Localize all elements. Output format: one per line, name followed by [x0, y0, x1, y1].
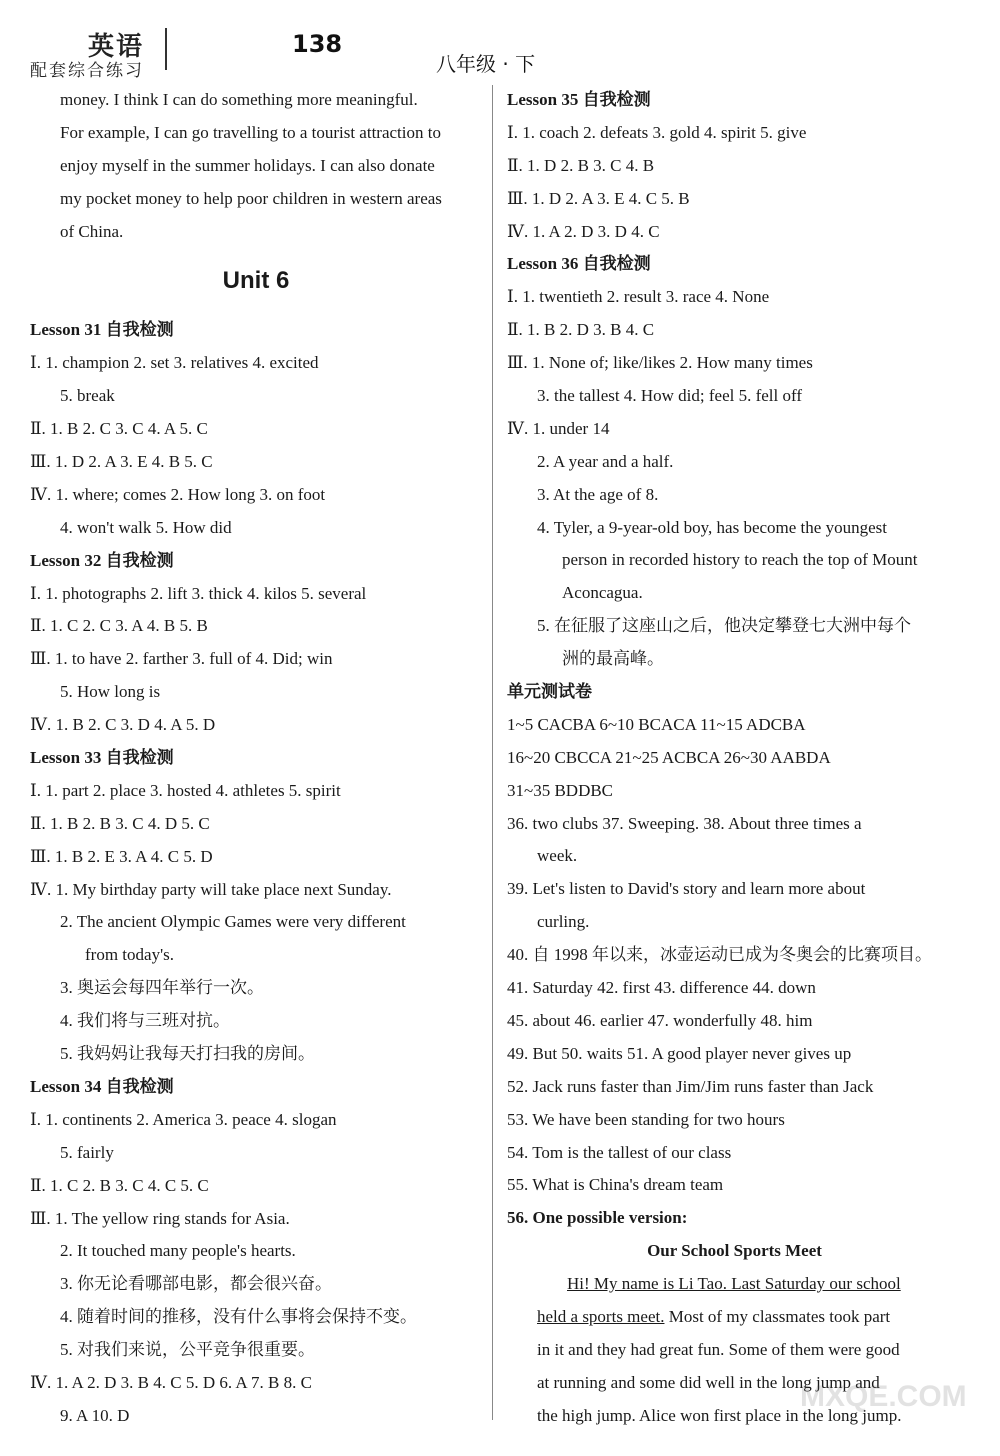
answer-line: 3. 奥运会每四年举行一次。	[60, 978, 264, 998]
test-heading: 单元测试卷	[507, 682, 592, 702]
watermark-logo	[800, 1380, 990, 1450]
answer-line: 3. 你无论看哪部电影，都会很兴奋。	[60, 1274, 332, 1294]
answer-line: 41. Saturday 42. first 43. difference 44. down	[507, 978, 816, 998]
lesson-heading: Lesson 33 自我检测	[30, 748, 174, 768]
answer-line: Ⅱ. 1. B 2. D 3. B 4. C	[507, 320, 655, 340]
q56-label: 56. One possible version:	[507, 1208, 688, 1228]
text-line: of China.	[60, 221, 124, 241]
answer-line: Ⅰ. 1. photographs 2. lift 3. thick 4. kilos 5. several	[30, 583, 367, 603]
answer-line: 1~5 CACBA 6~10 BCACA 11~15 ADCBA	[507, 714, 806, 734]
lesson-heading: Lesson 32 自我检测	[30, 550, 174, 570]
answer-line: 2. It touched many people's hearts.	[60, 1241, 296, 1261]
right-column	[507, 84, 962, 1433]
answer-line: 4. Tyler, a 9-year-old boy, has become the youngest	[537, 517, 887, 537]
answer-line: Ⅳ. 1. under 14	[507, 418, 610, 438]
answer-line: 4. won't walk 5. How did	[60, 517, 232, 537]
answer-line: 2. The ancient Olympic Games were very different	[60, 912, 406, 932]
answer-line: 3. the tallest 4. How did; feel 5. fell off	[537, 386, 803, 406]
answer-line: week.	[537, 846, 578, 866]
answer-line: Ⅳ. 1. My birthday party will take place next Sunday.	[30, 879, 392, 899]
answer-line: 5. 我妈妈让我每天打扫我的房间。	[60, 1044, 315, 1064]
answer-line: Ⅲ. 1. D 2. A 3. E 4. B 5. C	[30, 452, 213, 472]
essay-text: Most of my classmates took part	[664, 1306, 891, 1326]
answer-line: Ⅰ. 1. part 2. place 3. hosted 4. athletes 5. spirit	[30, 780, 341, 800]
answer-line: Ⅲ. 1. B 2. E 3. A 4. C 5. D	[30, 846, 213, 866]
answer-line: Ⅳ. 1. B 2. C 3. D 4. A 5. D	[30, 715, 216, 735]
answer-line: 3. At the age of 8.	[537, 484, 659, 504]
answer-line: Ⅲ. 1. D 2. A 3. E 4. C 5. B	[507, 188, 690, 208]
answer-line: 39. Let's listen to David's story and learn more about	[507, 879, 866, 899]
page-number: 138	[292, 30, 343, 58]
page-header	[0, 0, 1000, 85]
essay-line	[507, 1301, 962, 1334]
answer-line: 45. about 46. earlier 47. wonderfully 48. him	[507, 1010, 813, 1030]
answer-line: 5. fairly	[60, 1142, 114, 1162]
lesson-heading: Lesson 36 自我检测	[507, 254, 651, 274]
grade-label: 八年级 · 下	[436, 52, 536, 76]
answer-line: Ⅰ. 1. continents 2. America 3. peace 4. slogan	[30, 1109, 337, 1129]
answer-line: Ⅲ. 1. None of; like/likes 2. How many times	[507, 353, 813, 373]
essay-line	[507, 1268, 962, 1301]
book-title: 英语	[88, 32, 145, 62]
answer-line: Ⅳ. 1. A 2. D 3. D 4. C	[507, 221, 660, 241]
answer-line: 5. How long is	[60, 682, 161, 702]
answer-line: Ⅲ. 1. to have 2. farther 3. full of 4. Did; win	[30, 649, 333, 669]
left-column	[30, 84, 482, 1433]
text-line: money. I think I can do something more meaningful.	[60, 90, 418, 109]
answer-line: Ⅳ. 1. where; comes 2. How long 3. on foot	[30, 484, 326, 504]
answer-line: 36. two clubs 37. Sweeping. 38. About three times a	[507, 813, 862, 833]
answer-line: Ⅳ. 1. A 2. D 3. B 4. C 5. D 6. A 7. B 8. C	[30, 1372, 312, 1392]
answer-line: Ⅲ. 1. The yellow ring stands for Asia.	[30, 1208, 290, 1228]
answer-line: 9. A 10. D	[60, 1405, 130, 1425]
answer-line: Ⅰ. 1. champion 2. set 3. relatives 4. excited	[30, 353, 319, 373]
header-divider	[165, 28, 167, 70]
answer-line: 40. 自 1998 年以来，冰壶运动已成为冬奥会的比赛项目。	[507, 945, 932, 965]
answer-line: 55. What is China's dream team	[507, 1175, 724, 1195]
text-line: enjoy myself in the summer holidays. I can also donate	[60, 155, 435, 175]
answer-line: 52. Jack runs faster than Jim/Jim runs faster than Jack	[507, 1076, 874, 1096]
answer-line: Aconcagua.	[562, 583, 643, 603]
answer-line: 2. A year and a half.	[537, 451, 674, 471]
column-divider	[492, 85, 493, 1420]
text-line: my pocket money to help poor children in western areas	[60, 188, 442, 208]
essay-title: Our School Sports Meet	[647, 1241, 822, 1261]
answer-line: Ⅰ. 1. coach 2. defeats 3. gold 4. spirit 5. give	[507, 122, 807, 142]
answer-line: 31~35 BDDBC	[507, 780, 614, 800]
answer-line: 54. Tom is the tallest of our class	[507, 1142, 732, 1162]
watermark-text: MXQE.COM	[800, 1380, 967, 1413]
essay-line: at running and some did well in the long jump and	[537, 1372, 880, 1392]
answer-line: curling.	[537, 912, 590, 932]
answer-line: 16~20 CBCCA 21~25 ACBCA 26~30 AABDA	[507, 747, 831, 767]
answer-line: 5. 对我们来说，公平竞争很重要。	[60, 1340, 315, 1360]
answer-line: 5. break	[60, 386, 115, 406]
answer-line: Ⅰ. 1. twentieth 2. result 3. race 4. None	[507, 287, 770, 307]
answer-line: 4. 我们将与三班对抗。	[60, 1011, 230, 1031]
answer-line: Ⅱ. 1. B 2. B 3. C 4. D 5. C	[30, 813, 210, 833]
essay-underlined: held a sports meet.	[537, 1306, 665, 1326]
answer-line: Ⅱ. 1. B 2. C 3. C 4. A 5. C	[30, 419, 208, 439]
answer-line: 洲的最高峰。	[562, 649, 664, 669]
text-line: For example, I can go travelling to a tourist attraction to	[60, 122, 441, 142]
essay-line: the high jump. Alice won first place in the long jump.	[537, 1405, 902, 1425]
answer-line: 5. 在征服了这座山之后，他决定攀登七大洲中每个	[537, 616, 911, 636]
book-subtitle: 配套综合练习	[30, 61, 144, 81]
answer-line: Ⅱ. 1. C 2. B 3. C 4. C 5. C	[30, 1175, 209, 1195]
answer-line: Ⅱ. 1. C 2. C 3. A 4. B 5. B	[30, 616, 208, 636]
answer-line: 4. 随着时间的推移，没有什么事将会保持不变。	[60, 1307, 417, 1327]
lesson-heading: Lesson 31 自我检测	[30, 320, 174, 340]
unit-title: Unit 6	[222, 267, 290, 295]
essay-line: in it and they had great fun. Some of them were good	[537, 1339, 900, 1359]
answer-line: from today's.	[85, 945, 174, 965]
lesson-heading: Lesson 34 自我检测	[30, 1076, 174, 1096]
answer-line: Ⅱ. 1. D 2. B 3. C 4. B	[507, 155, 655, 175]
lesson-heading: Lesson 35 自我检测	[507, 90, 651, 109]
answer-line: person in recorded history to reach the top of Mount	[562, 550, 918, 570]
answer-line: 53. We have been standing for two hours	[507, 1109, 785, 1129]
answer-line: 49. But 50. waits 51. A good player never gives up	[507, 1043, 852, 1063]
essay-underlined: Hi! My name is Li Tao. Last Saturday our school	[567, 1274, 901, 1294]
